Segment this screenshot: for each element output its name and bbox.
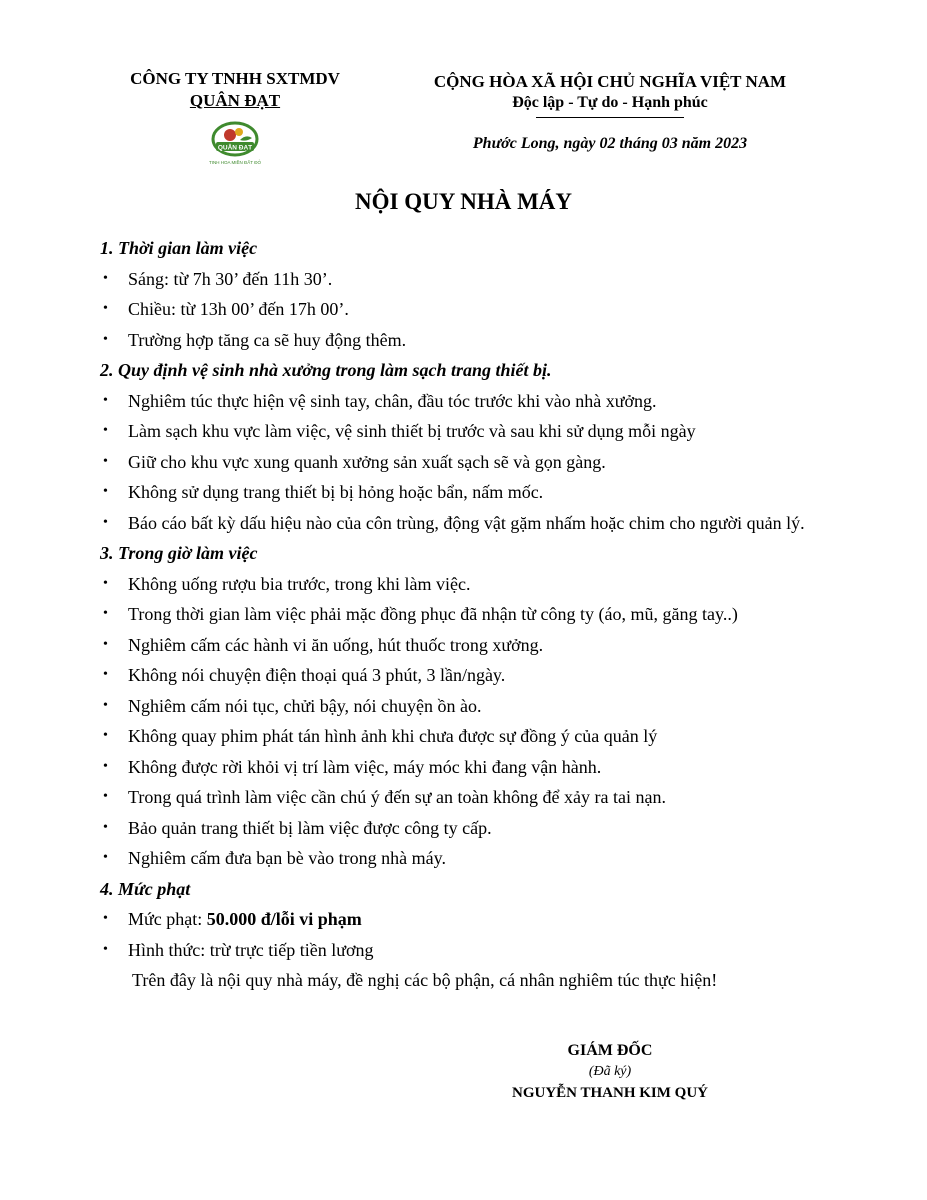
list-item [100, 599, 860, 630]
bullet-icon: • [103, 941, 108, 957]
list-item [100, 721, 860, 752]
list-item [100, 843, 860, 874]
bullet-icon: • [103, 301, 108, 316]
signature-block [470, 1040, 750, 1104]
nation-title: CỘNG HÒA XÃ HỘI CHỦ NGHĨA VIỆT NAM [433, 72, 787, 91]
section-heading: 2. Quy định vệ sinh nhà xưởng trong làm sạch trang thiết bị. [100, 360, 552, 380]
list-item-text: Làm sạch khu vực làm việc, vệ sinh thiết bị trước và sau khi sử dụng mỗi ngày [128, 421, 696, 441]
list-item [100, 447, 860, 478]
list-item-text: Nghiêm túc thực hiện vệ sinh tay, chân, đầu tóc trước khi vào nhà xưởng. [128, 390, 657, 411]
bullet-icon: • [103, 392, 108, 408]
bullet-icon: • [103, 728, 108, 743]
closing-statement: Trên đây là nội quy nhà máy, đề nghị các bộ phận, cá nhân nghiêm túc thực hiện! [132, 970, 718, 990]
list-item-text: Không sử dụng trang thiết bị bị hỏng hoặc bẩn, nấm mốc. [128, 482, 544, 502]
company-name: CÔNG TY TNHH SXTMDV [130, 69, 340, 88]
issue-date: Phước Long, ngày 02 tháng 03 năm 2023 [472, 135, 748, 152]
penalty-form-text: Hình thức: trừ trực tiếp tiền lương [128, 939, 374, 960]
company-logo-icon [200, 120, 270, 170]
list-item [100, 264, 860, 295]
national-header [400, 71, 820, 154]
bullet-icon: • [103, 911, 108, 926]
national-motto: Độc lập - Tự do - Hạnh phúc [512, 94, 708, 111]
list-item-text: Không quay phim phát tán hình ảnh khi chưa được sự đồng ý của quản lý [128, 726, 658, 746]
list-item [100, 508, 860, 539]
signer-title: GIÁM ĐỐC [567, 1042, 653, 1059]
bullet-icon: • [103, 484, 108, 499]
list-item-text: Trong thời gian làm việc phải mặc đồng phục đã nhận từ công ty (áo, mũ, găng tay..) [128, 604, 738, 624]
list-item [100, 569, 860, 600]
bullet-icon: • [103, 514, 108, 530]
list-item [100, 294, 860, 325]
penalty-label: Mức phạt: [128, 909, 207, 929]
motto-underline [536, 117, 684, 118]
list-item [100, 813, 860, 844]
list-item-text: Báo cáo bất kỳ dấu hiệu nào của côn trùng, động vật gặm nhấm hoặc chim cho người quản lý. [128, 512, 805, 533]
bullet-icon: • [103, 819, 108, 835]
company-block [100, 68, 370, 170]
signed-note: (Đã ký) [588, 1064, 632, 1079]
list-item [100, 660, 860, 691]
signer-name: NGUYỄN THANH KIM QUÝ [512, 1085, 708, 1101]
document-body [100, 233, 860, 996]
list-item [100, 386, 860, 417]
list-item-text: Giữ cho khu vực xung quanh xưởng sản xuất sạch sẽ và gọn gàng. [128, 451, 606, 472]
list-item-text: Sáng: từ 7h 30’ đến 11h 30’. [128, 268, 333, 289]
list-item-text: Trường hợp tăng ca sẽ huy động thêm. [128, 329, 407, 350]
bullet-icon: • [103, 575, 108, 591]
bullet-icon: • [103, 636, 108, 652]
list-item [100, 782, 860, 813]
section-heading: 1. Thời gian làm việc [100, 238, 258, 258]
list-item-text: Không được rời khỏi vị trí làm việc, máy móc khi đang vận hành. [128, 756, 602, 777]
section-list [100, 386, 860, 539]
list-item [100, 630, 860, 661]
list-item [100, 416, 860, 447]
list-item [100, 752, 860, 783]
bullet-icon: • [103, 667, 108, 682]
section-list [100, 569, 860, 874]
list-item-text: Nghiêm cấm các hành vi ăn uống, hút thuốc trong xưởng. [128, 634, 544, 655]
list-item-text: Nghiêm cấm đưa bạn bè vào trong nhà máy. [128, 848, 446, 868]
bullet-icon: • [103, 789, 108, 804]
list-item [100, 325, 860, 356]
section-list [100, 904, 860, 965]
section-heading: 3. Trong giờ làm việc [100, 543, 258, 563]
penalty-form-item [100, 935, 860, 966]
list-item-text: Không nói chuyện điện thoại quá 3 phút, 3 lần/ngày. [128, 665, 506, 685]
list-item [100, 691, 860, 722]
bullet-icon: • [103, 850, 108, 865]
section-list [100, 264, 860, 356]
logo-tagline: TINH HOA MIỀN ĐẤT ĐỎ [209, 160, 261, 165]
logo-wordmark: QUÂN ĐẠT [217, 144, 253, 152]
bullet-icon: • [103, 697, 108, 713]
list-item-text: Nghiêm cấm nói tục, chửi bậy, nói chuyện ồn ào. [128, 695, 482, 716]
bullet-icon: • [103, 331, 108, 347]
penalty-item [100, 904, 860, 935]
bullet-icon: • [103, 453, 108, 469]
bullet-icon: • [103, 606, 108, 621]
bullet-icon: • [103, 423, 108, 438]
document-title: NỘI QUY NHÀ MÁY [355, 189, 572, 214]
bullet-icon: • [103, 270, 108, 286]
penalty-amount: 50.000 đ/lỗi vi phạm [206, 909, 362, 929]
list-item-text: Chiều: từ 13h 00’ đến 17h 00’. [128, 299, 349, 319]
list-item-text: Trong quá trình làm việc cần chú ý đến sự an toàn không để xảy ra tai nạn. [128, 787, 666, 807]
list-item [100, 477, 860, 508]
bullet-icon: • [103, 758, 108, 774]
company-brand: QUÂN ĐẠT [189, 91, 281, 110]
list-item-text: Bảo quản trang thiết bị làm việc được công ty cấp. [128, 817, 492, 838]
list-item-text: Không uống rượu bia trước, trong khi làm việc. [128, 573, 471, 594]
section-heading: 4. Mức phạt [100, 878, 191, 899]
